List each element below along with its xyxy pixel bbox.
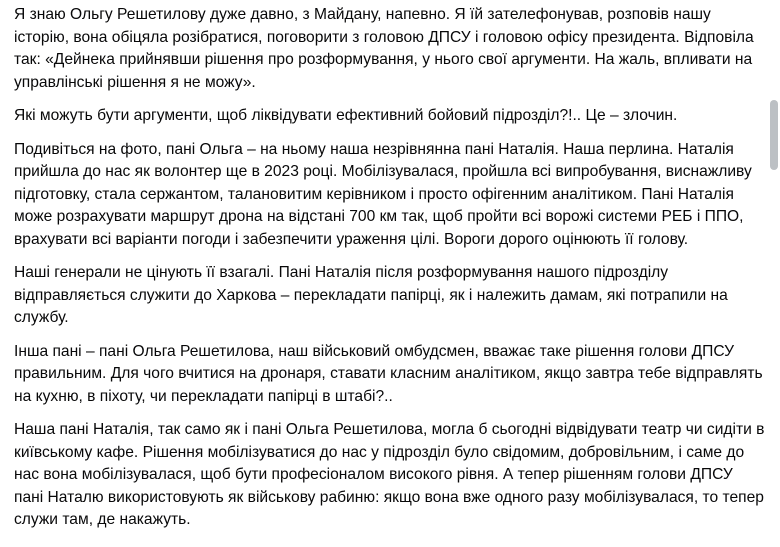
post-body xyxy=(14,4,766,543)
post-paragraph: Наша пані Наталія, так само як і пані Ольга Решетилова, могла б сьогодні відвідувати театр чи сидіти в київському кафе. Рішення мобілізуватися до нас у підрозділ було свідомим, добровільним, і саме до нас вона мобілізувалася, щоб бути професіоналом високого рівня. А тепер рішенням голови ДПСУ пані Наталю використовують як військову рабиню: якщо вона вже одного разу мобілізувалася, то тепер служи там, де накажуть. xyxy=(14,421,765,528)
post-paragraph: Інша пані – пані Ольга Решетилова, наш військовий омбудсмен, вважає таке рішення голови ДПСУ правильним. Для чого вчитися на дронаря, ставати класним аналітиком, якщо завтра тебе відправлять на кухню, в піхоту, чи перекладати папірці в штабі?.. xyxy=(14,342,763,405)
post-paragraph: Які можуть бути аргументи, щоб ліквідувати ефективний бойовий підрозділ?!.. Це – злочин. xyxy=(14,107,678,124)
post-paragraph: Я знаю Ольгу Решетилову дуже давно, з Майдану, напевно. Я їй зателефонував, розповів нашу історію, вона обіцяла розібратися, поговорити з головою ДПСУ і головою офісу президента. Відповіла так: «Дейнека прийнявши рішення про розформування, у нього свої аргументи. На жаль, впливати на управлінські рішення я не можу». xyxy=(14,6,754,91)
scrollbar-thumb[interactable] xyxy=(770,100,778,170)
post-paragraph: Наші генерали не цінують її взагалі. Пані Наталія після розформування нашого підрозділу відправляється служити до Харкова – перекладати папірці, як і належить дамам, які потрапили на службу. xyxy=(14,264,728,326)
post-paragraph: Подивіться на фото, пані Ольга – на ньому наша незрівнянна пані Наталія. Наша перлина. Наталія прийшла до нас як волонтер ще в 2023 році. Мобілізувалася, пройшла всі випробування, виснажливу підготовку, стала сержантом, талановитим керівником і просто офігенним аналітиком. Пані Наталія може розрахувати маршрут дрона на відстані 700 км так, щоб пройти всі ворожі системи РЕБ і ППО, врахувати всі варіанти погоди і забезпечити ураження цілі. Вороги дорого оцінюють її голову. xyxy=(14,140,752,248)
